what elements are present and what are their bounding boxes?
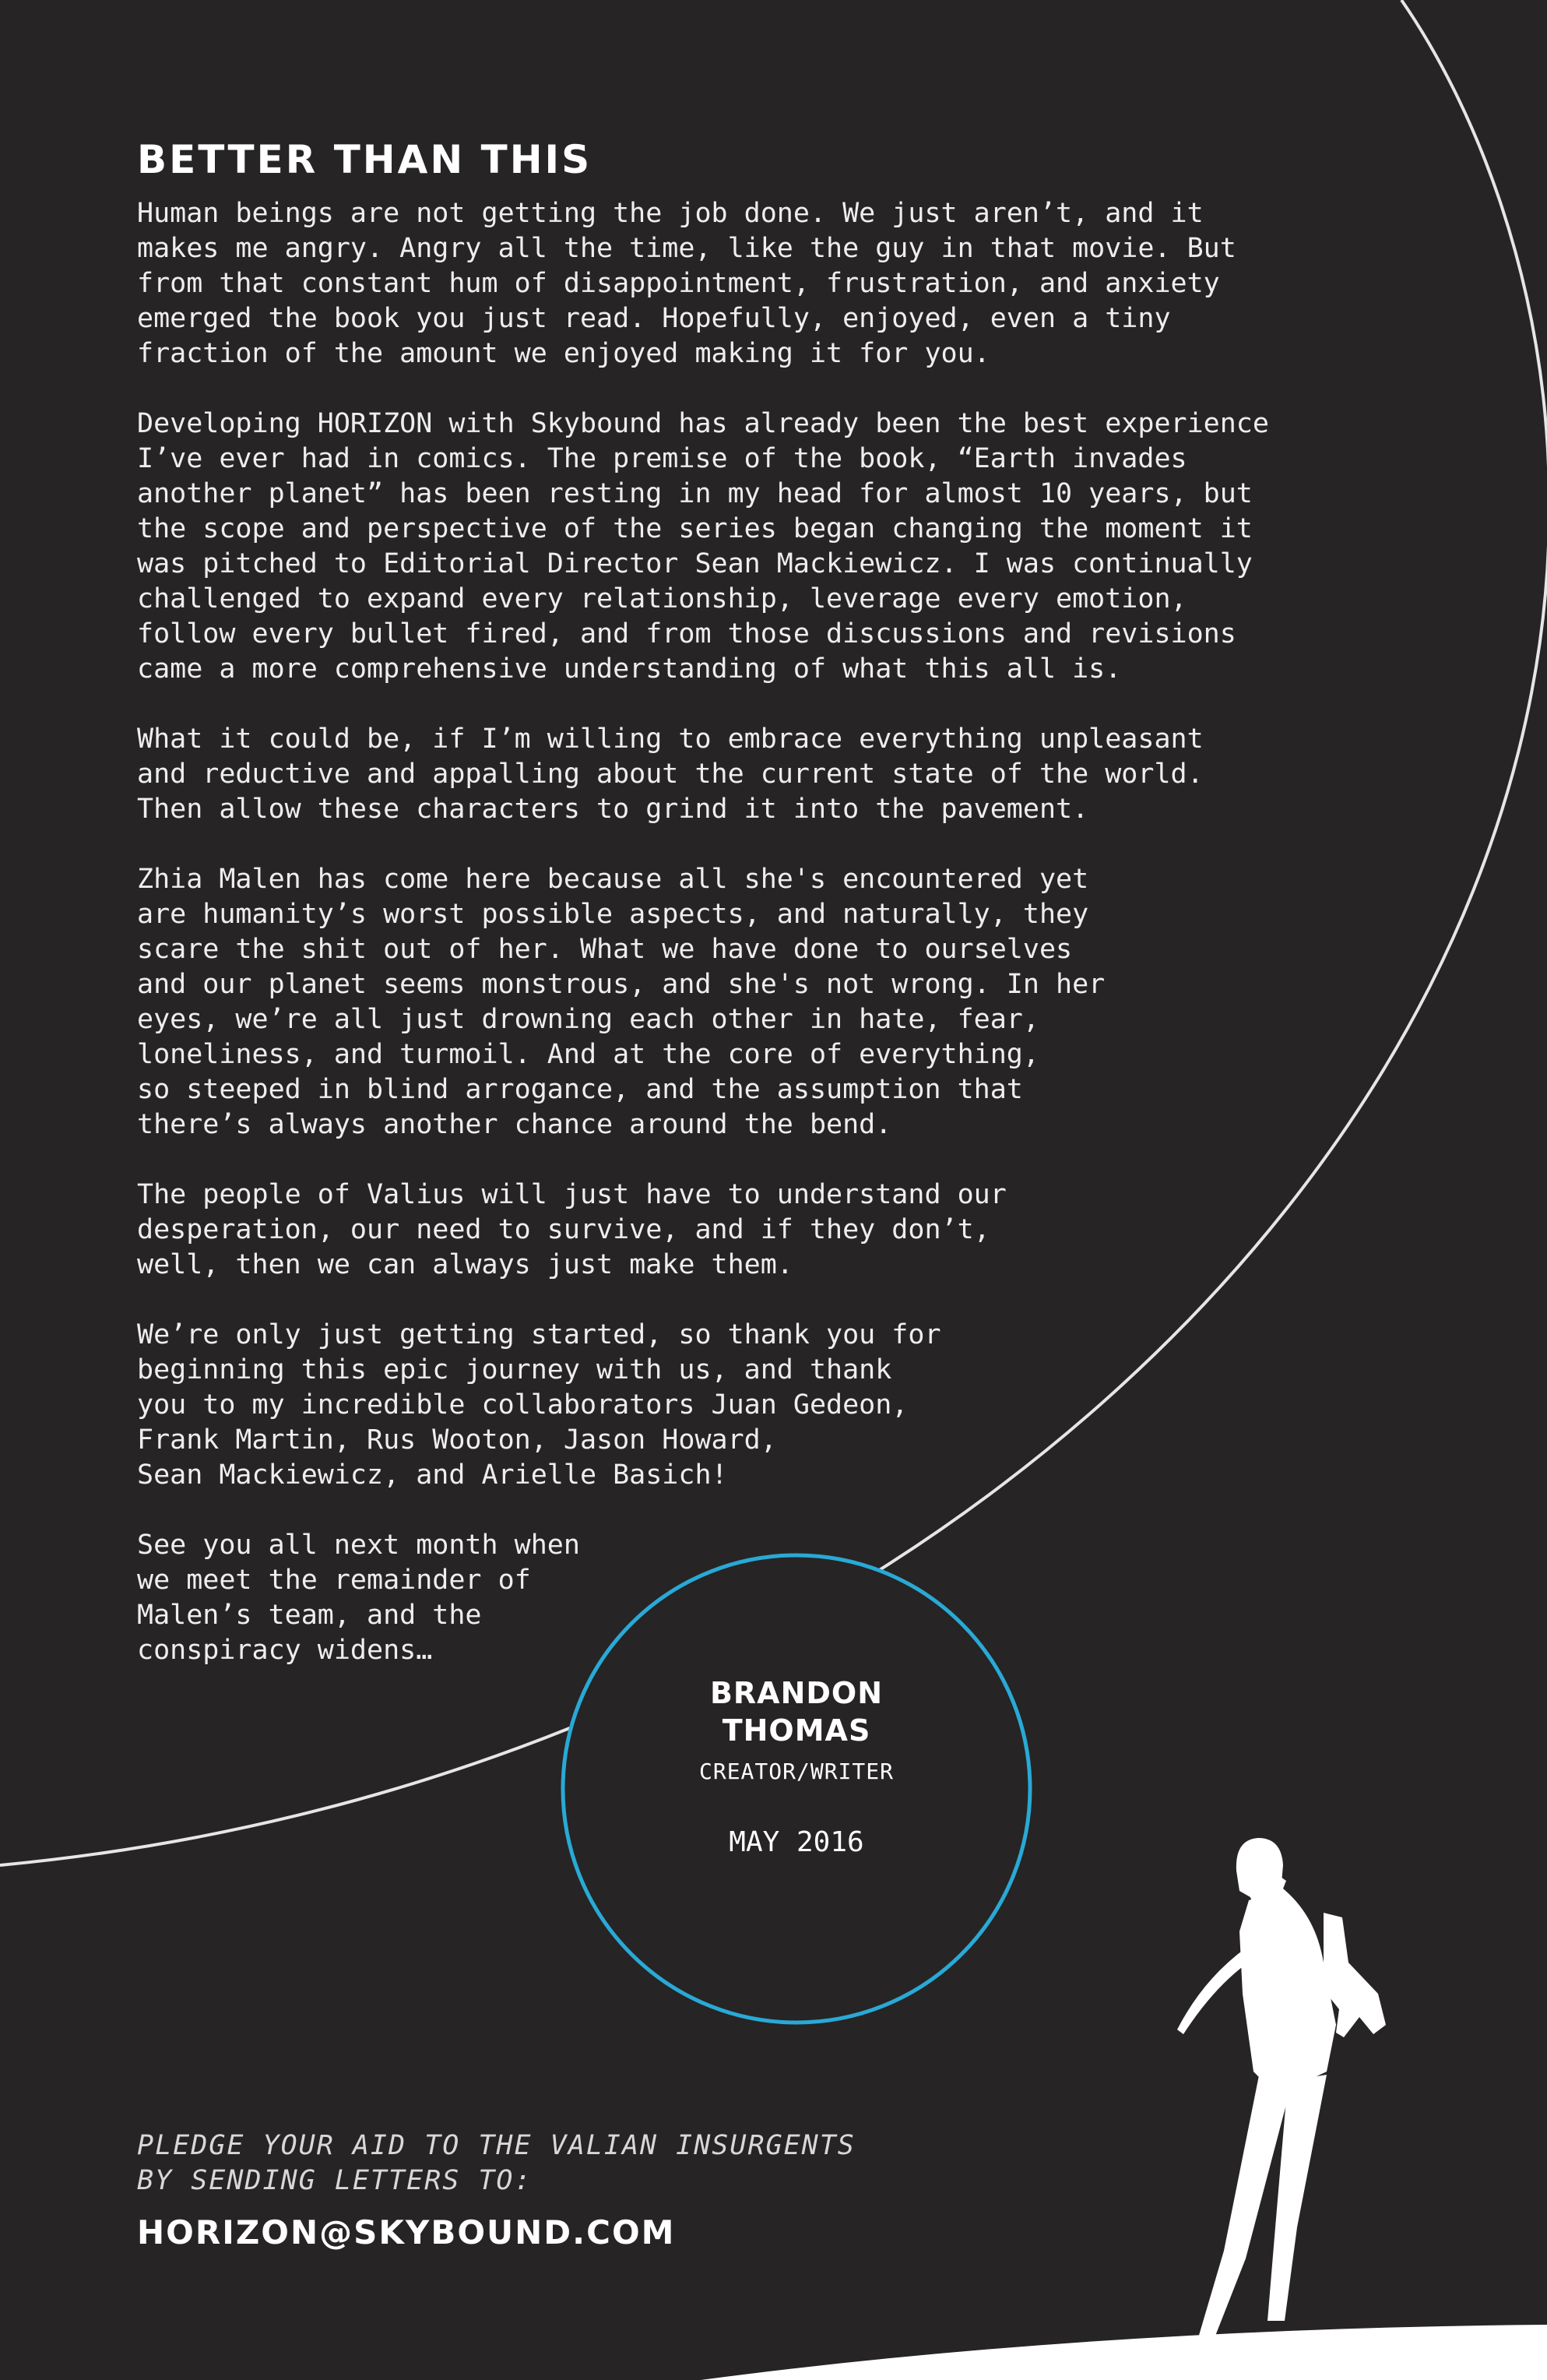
signature-block xyxy=(567,1674,1026,1858)
paragraph: Zhia Malen has come here because all she's encountered yet are humanity’s worst possible aspects, and naturally, they scare the shit out of her. What we have done to ourselves and our planet seems monstrous, and she's not wrong. In her eyes, we’re all just drowning each other in hate, fear, loneliness, and turmoil. And at the core of everything, so steeped in blind arrogance, and the assumption that there’s always another chance around the bend. xyxy=(137,864,1106,1140)
soldier-silhouette-icon xyxy=(1177,1838,1386,2346)
paragraph: Human beings are not getting the job done. We just aren’t, and it makes me angry. Angry all the time, like the guy in that movie. But from that constant hum of disappointment, frustration, and anxiety emerged the book you just read. Hopefully, enjoyed, even a tiny fraction of the amount we enjoyed making it for you. xyxy=(137,198,1236,369)
paragraph: See you all next month when we meet the remainder of Malen’s team, and the conspiracy widens… xyxy=(137,1530,580,1666)
letter-date: MAY 2016 xyxy=(729,1826,864,1858)
contact-email-link[interactable]: HORIZON@SKYBOUND.COM xyxy=(137,2213,676,2251)
article-title: BETTER THAN THIS xyxy=(137,137,592,182)
paragraph: We’re only just getting started, so thank you for beginning this epic journey with us, and thank you to my incredible collaborators Juan Gedeon, Frank Martin, Rus Wooton, Jason Howard, Sean Mackiewicz, and Arielle Basich! xyxy=(137,1319,941,1491)
letter-body xyxy=(137,196,1336,1703)
paragraph: Developing HORIZON with Skybound has already been the best experience I’ve ever had in comics. The premise of the book, “Earth invades another planet” has been resting in my head for almost 10 years, but the scope and perspective of the series began changing the moment it was pitched to Editorial Director Sean Mackiewicz. I was continually challenged to expand every relationship, leverage every emotion, follow every bullet fired, and from those discussions and revisions came a more comprehensive understanding of what this all is. xyxy=(137,408,1269,685)
pledge-text: PLEDGE YOUR AID TO THE VALIAN INSURGENTS BY SENDING LETTERS TO: xyxy=(137,2130,856,2196)
planet-surface xyxy=(701,2325,1547,2380)
author-role: CREATOR/WRITER xyxy=(698,1759,894,1784)
paragraph: What it could be, if I’m willing to embrace everything unpleasant and reductive and appalling about the current state of the world. Then allow these characters to grind it into the pavement. xyxy=(137,724,1204,825)
paragraph: The people of Valius will just have to understand our desperation, our need to survive, and if they don’t, well, then we can always just make them. xyxy=(137,1179,1007,1280)
author-name: BRANDON THOMAS xyxy=(709,1676,884,1748)
